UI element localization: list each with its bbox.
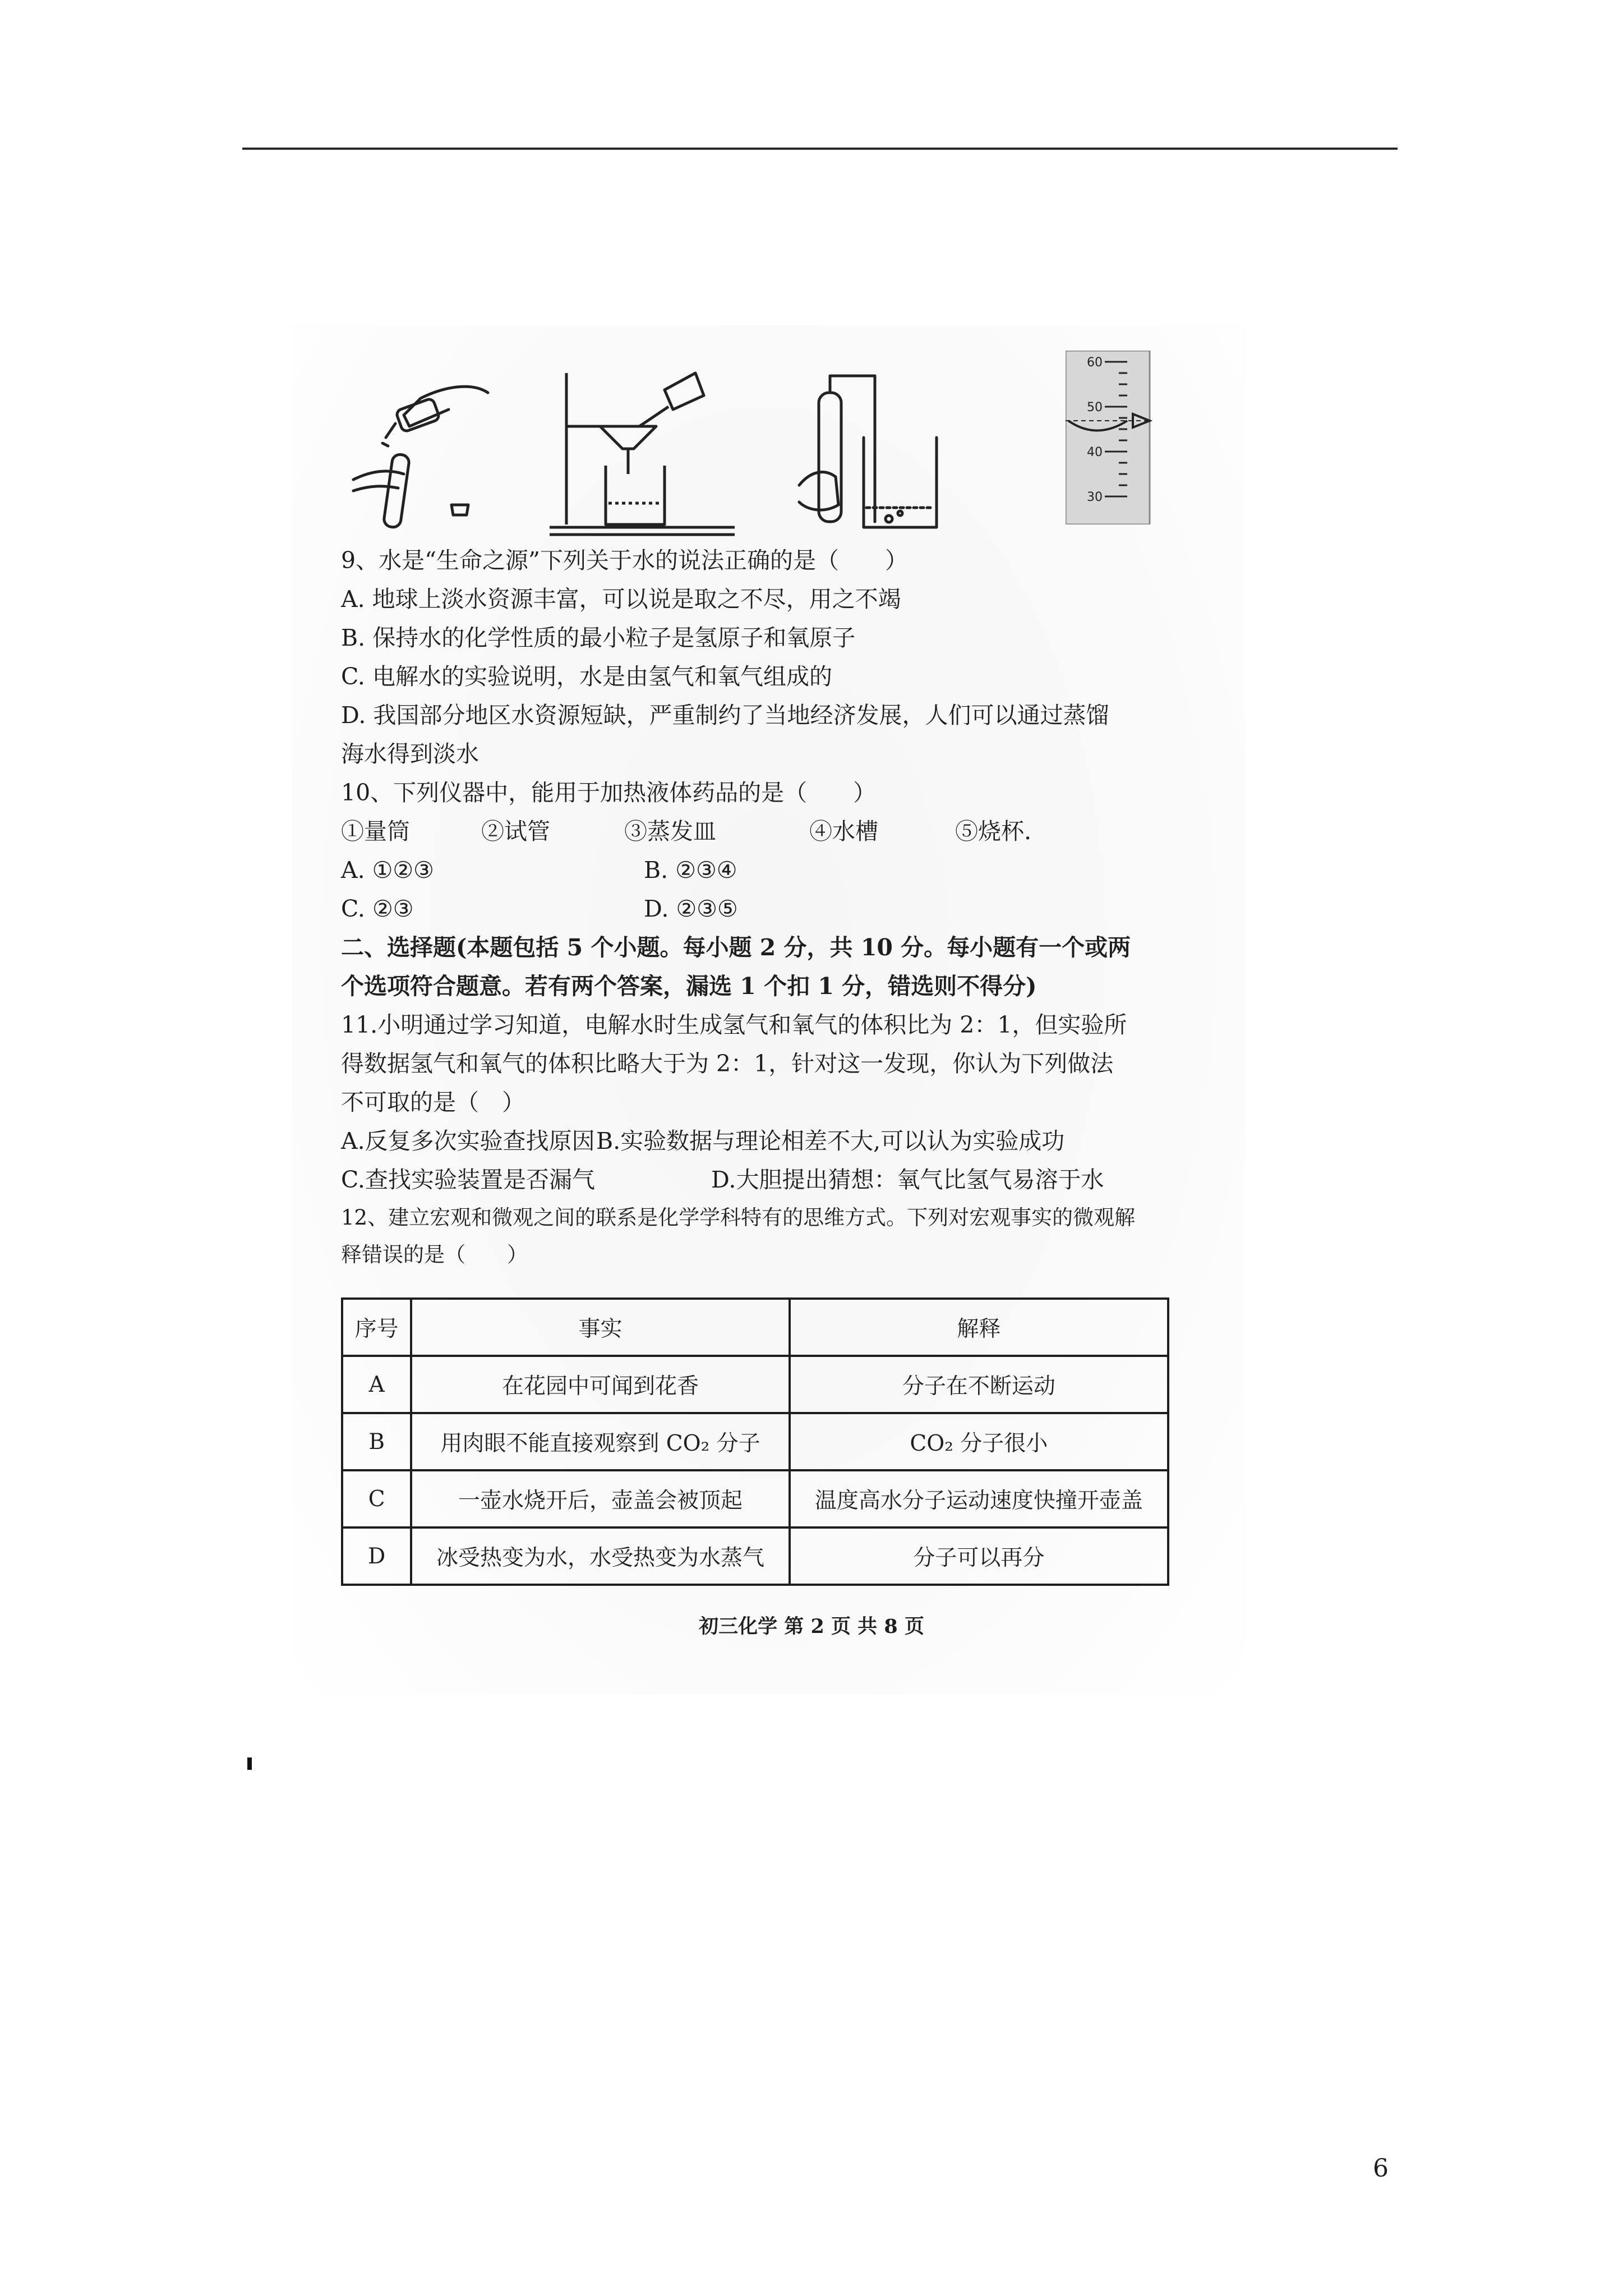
- scale-label-60: 60: [1087, 356, 1103, 370]
- q12-stem-1: 12、建立宏观和微观之间的联系是化学学科特有的思维方式。下列对宏观事实的微观解: [341, 1205, 1136, 1230]
- table-cell: 用肉眼不能直接观察到 CO₂ 分子: [411, 1413, 789, 1470]
- q9-option-d: D. 我国部分地区水资源短缺，严重制约了当地经济发展，人们可以通过蒸馏: [341, 702, 1109, 729]
- table-cell: D: [342, 1527, 411, 1585]
- table-cell: 分子可以再分: [790, 1527, 1168, 1585]
- q10-item-2: ②试管: [481, 818, 550, 845]
- q9-stem: 9、水是“生命之源”下列关于水的说法正确的是（ ）: [341, 547, 909, 574]
- q11-stem-3: 不可取的是（ ）: [341, 1089, 525, 1116]
- q10-stem: 10、下列仪器中，能用于加热液体药品的是（ ）: [341, 779, 877, 806]
- q11-stem-1: 11.小明通过学习知道，电解水时生成氢气和氧气的体积比为 2：1，但实验所: [341, 1011, 1127, 1038]
- scale-label-40: 40: [1087, 445, 1103, 459]
- q11-options-cd: [341, 1161, 1182, 1199]
- table-cell: 冰受热变为水，水受热变为水蒸气: [411, 1527, 789, 1585]
- airtightness-check-figure: [785, 353, 970, 539]
- table-header: 序号: [342, 1299, 411, 1356]
- q10-item-5: ⑤烧杯.: [955, 818, 1032, 845]
- q11-option-d: D.大胆提出猜想：氧气比氢气易溶于水: [711, 1166, 1104, 1193]
- table-cell: C: [342, 1470, 411, 1527]
- q11-option-c: C.查找实验装置是否漏气: [341, 1166, 595, 1193]
- q9-option-d-cont: 海水得到淡水: [341, 740, 479, 767]
- q10-option-d: D. ②③⑤: [644, 895, 738, 922]
- q10-option-a: A. ①②③: [341, 857, 434, 884]
- table-cell: B: [342, 1413, 411, 1470]
- table-cell: CO₂ 分子很小: [790, 1413, 1168, 1470]
- pouring-liquid-figure: [336, 370, 505, 533]
- table-row: [342, 1470, 1168, 1527]
- q11-option-a: A.反复多次实验查找原因: [341, 1128, 595, 1154]
- filtration-figure: [544, 356, 757, 541]
- question-content: [341, 541, 1182, 1273]
- q10-options-ab: [341, 851, 1182, 890]
- page-footer: 初三化学 第 2 页 共 8 页: [699, 1615, 924, 1638]
- q10-option-c: C. ②③: [341, 895, 414, 922]
- scale-label-50: 50: [1087, 401, 1103, 415]
- table-row: [342, 1413, 1168, 1470]
- q10-item-4: ④水槽: [809, 818, 878, 845]
- scale-label-30: 30: [1087, 490, 1103, 504]
- table-cell: 分子在不断运动: [790, 1356, 1168, 1413]
- q10-item-1: ①量筒: [341, 818, 410, 845]
- q11-option-b: B.实验数据与理论相差不大,可以认为实验成功: [596, 1128, 1065, 1154]
- table-header-row: [342, 1299, 1168, 1356]
- graduated-cylinder-figure: [1066, 351, 1161, 524]
- table-cell: 在花园中可闻到花香: [411, 1356, 789, 1413]
- section2-heading-cont: 个选项符合题意。若有两个答案，漏选 1 个扣 1 分，错选则不得分): [341, 973, 1037, 1000]
- q10-instrument-list: [341, 812, 1182, 851]
- experiment-figures: [336, 356, 1189, 547]
- q10-options-cd: [341, 890, 1182, 928]
- table-header: 事实: [411, 1299, 789, 1356]
- q9-option-a: A. 地球上淡水资源丰富，可以说是取之不尽，用之不竭: [341, 586, 901, 613]
- section2-heading: 二、选择题(本题包括 5 个小题。每小题 2 分，共 10 分。每小题有一个或两: [341, 934, 1131, 961]
- table-row: [342, 1356, 1168, 1413]
- q11-stem-2: 得数据氢气和氧气的体积比略大于为 2：1，针对这一发现，你认为下列做法: [341, 1050, 1114, 1077]
- margin-mark: [247, 1757, 252, 1770]
- table-row: [342, 1527, 1168, 1585]
- q9-option-c: C. 电解水的实验说明，水是由氢气和氧气组成的: [341, 663, 832, 690]
- q11-options-ab: [341, 1122, 1182, 1161]
- table-cell: 温度高水分子运动速度快撞开壶盖: [790, 1470, 1168, 1527]
- table-cell: A: [342, 1356, 411, 1413]
- q12-table: [341, 1297, 1169, 1586]
- table-cell: 一壶水烧开后，壶盖会被顶起: [411, 1470, 789, 1527]
- q12-stem-2: 释错误的是（ ）: [341, 1243, 528, 1267]
- q9-option-b: B. 保持水的化学性质的最小粒子是氢原子和氧原子: [341, 624, 856, 651]
- page-number: 6: [1373, 2154, 1389, 2183]
- table-header: 解释: [790, 1299, 1168, 1356]
- q10-item-3: ③蒸发皿: [624, 818, 716, 845]
- q10-option-b: B. ②③④: [644, 857, 737, 884]
- top-rule: [242, 148, 1398, 150]
